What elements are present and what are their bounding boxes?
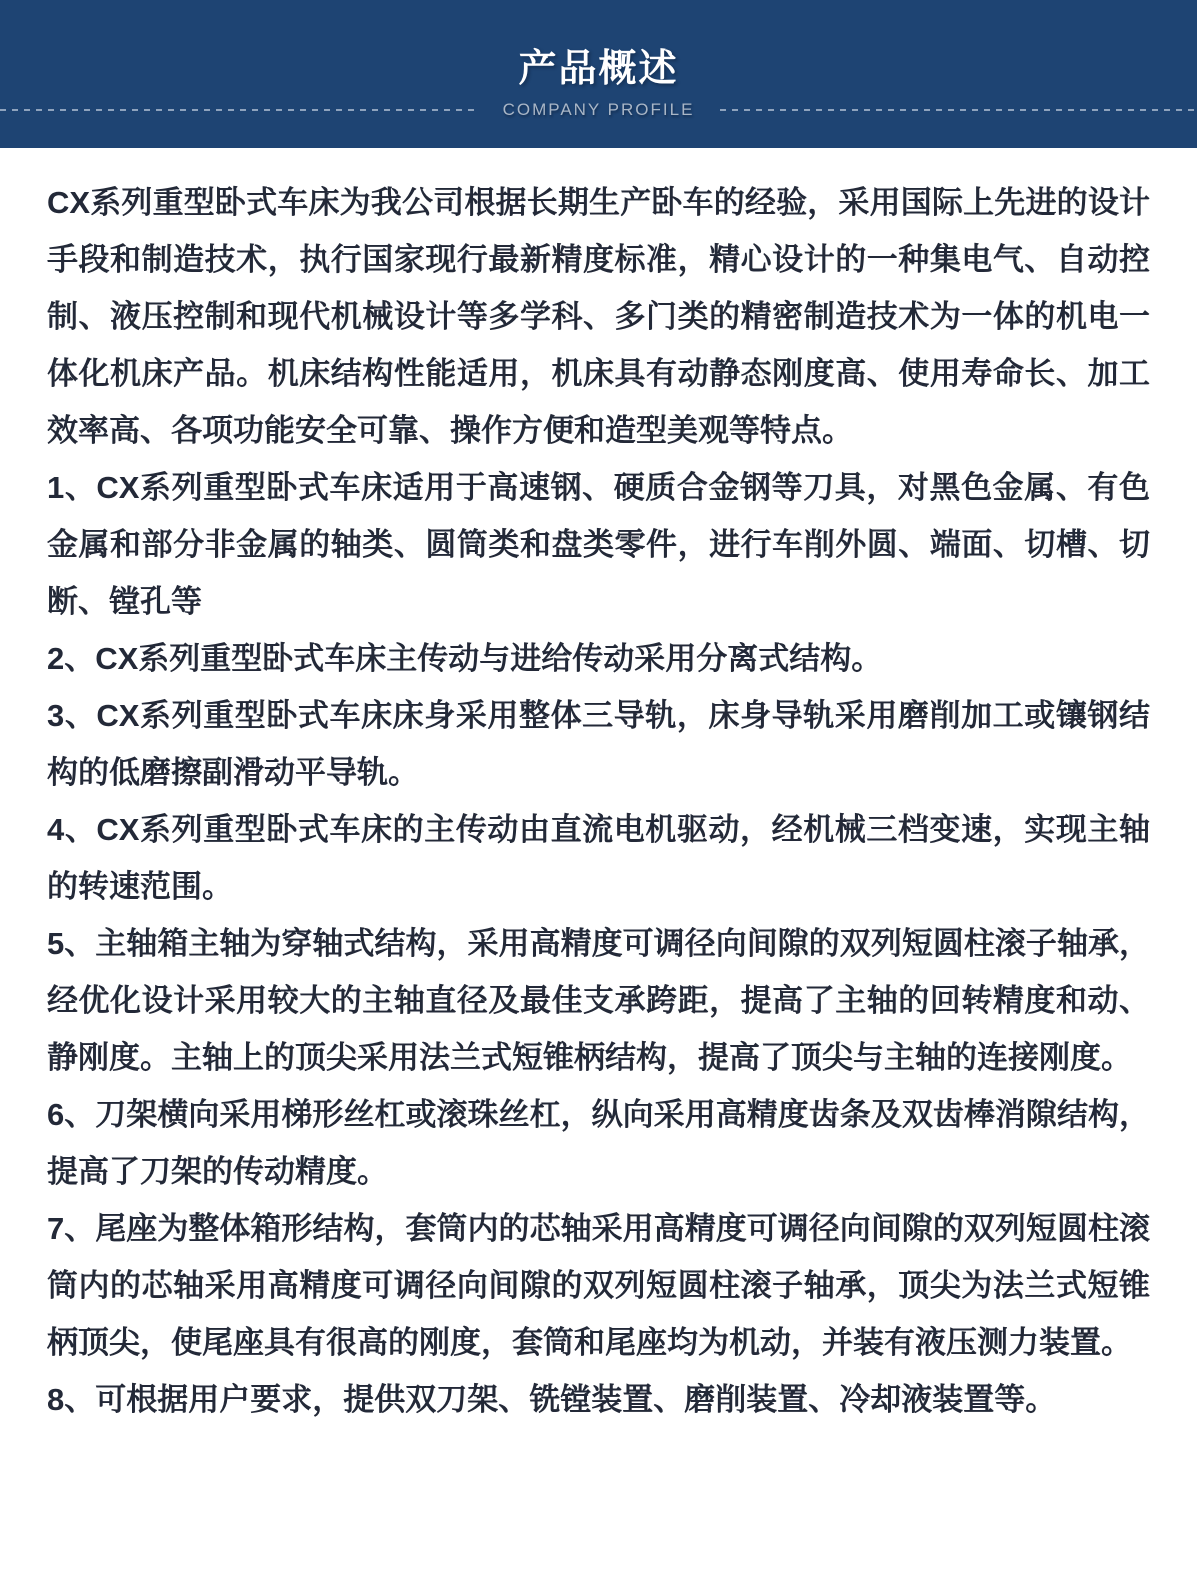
feature-item-2: 2、CX系列重型卧式车床主传动与进给传动采用分离式结构。 xyxy=(47,641,883,676)
feature-item-3: 3、CX系列重型卧式车床床身采用整体三导轨，床身导轨采用磨削加工或镶钢结构的低磨擦副滑动平导轨。 xyxy=(47,698,1150,790)
feature-item-4: 4、CX系列重型卧式车床的主传动由直流电机驱动，经机械三档变速，实现主轴的转速范围。 xyxy=(47,812,1150,904)
product-description xyxy=(0,148,1197,1428)
section-banner xyxy=(0,0,1197,148)
intro-paragraph: CX系列重型卧式车床为我公司根据长期生产卧车的经验，采用国际上先进的设计手段和制造技术，执行国家现行最新精度标准，精心设计的一种集电气、自动控制、液压控制和现代机械设计等多学科、多门类的精密制造技术为一体的机电一体化机床产品。机床结构性能适用，机床具有动静态刚度高、使用寿命长、加工效率高、各项功能安全可靠、操作方便和造型美观等特点。 xyxy=(47,185,1150,448)
dashed-line-right xyxy=(720,109,1197,111)
feature-item-5: 5、主轴箱主轴为穿轴式结构，采用高精度可调径向间隙的双列短圆柱滚子轴承，经优化设计采用较大的主轴直径及最佳支承跨距，提高了主轴的回转精度和动、静刚度。主轴上的顶尖采用法兰式短锥柄结构，提高了顶尖与主轴的连接刚度。 xyxy=(47,926,1150,1075)
feature-item-6: 6、刀架横向采用梯形丝杠或滚珠丝杠，纵向采用高精度齿条及双齿棒消隙结构，提高了刀架的传动精度。 xyxy=(47,1097,1150,1189)
section-title: 产品概述 xyxy=(518,48,679,90)
dashed-line-left xyxy=(0,109,477,111)
subtitle-row xyxy=(0,101,1197,118)
section-subtitle: COMPANY PROFILE xyxy=(502,100,695,119)
feature-item-7: 7、尾座为整体箱形结构，套筒内的芯轴采用高精度可调径向间隙的双列短圆柱滚筒内的芯轴采用高精度可调径向间隙的双列短圆柱滚子轴承，顶尖为法兰式短锥柄顶尖，使尾座具有很高的刚度，套筒和尾座均为机动，并装有液压测力装置。 xyxy=(47,1211,1150,1360)
feature-item-1: 1、CX系列重型卧式车床适用于高速钢、硬质合金钢等刀具，对黑色金属、有色金属和部分非金属的轴类、圆筒类和盘类零件，进行车削外圆、端面、切槽、切断、镗孔等 xyxy=(47,470,1150,619)
feature-item-8: 8、可根据用户要求，提供双刀架、铣镗装置、磨削装置、冷却液装置等。 xyxy=(47,1382,1057,1417)
